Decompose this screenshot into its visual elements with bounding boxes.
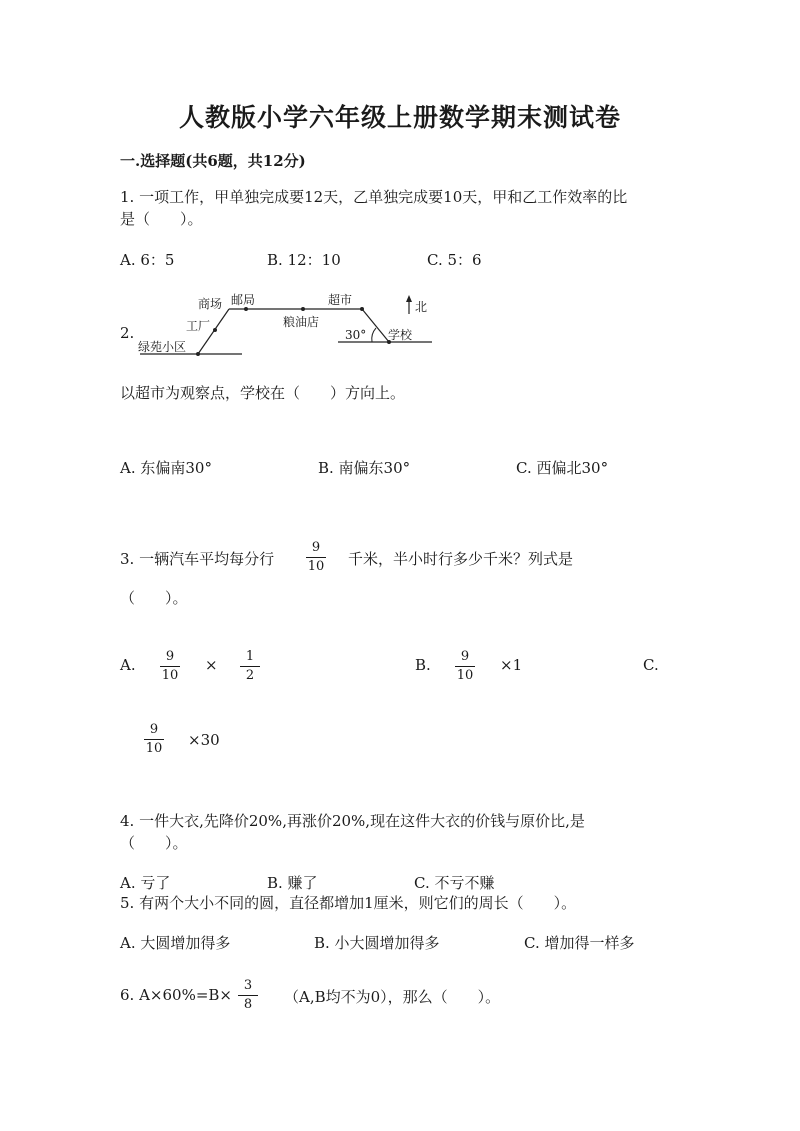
map-dot-post-office: [244, 307, 248, 311]
q5-option-b: B. 小大圆增加得多: [314, 934, 440, 952]
q4-line2: （ ）。: [120, 834, 188, 852]
q5-option-a: A. 大圆增加得多: [120, 934, 231, 952]
section-heading: 一.选择题(共6题，共12分): [120, 152, 306, 170]
fraction-bar: [306, 557, 326, 558]
q4-option-c: C. 不亏不赚: [414, 874, 495, 892]
q4-line1: 4. 一件大衣,先降价20%,再涨价20%,现在这件大衣的价钱与原价比,是: [120, 812, 585, 830]
map-label-angle: 30°: [345, 328, 367, 342]
q2-question: 以超市为观察点，学校在（ ）方向上。: [120, 384, 406, 402]
map-dot-supermarket: [360, 307, 364, 311]
q1-option-b: B. 12：10: [267, 251, 341, 269]
map-label-community: 绿苑小区: [138, 340, 187, 354]
frac-numerator: 9: [149, 722, 159, 737]
q1-option-c: C. 5：6: [427, 251, 482, 269]
q5-line1: 5. 有两个大小不同的圆，直径都增加1厘米，则它们的周长（ ）。: [120, 894, 577, 912]
q3-option-c-tail: ×30: [188, 731, 220, 749]
q6-suffix: （A,B均不为0），那么（ ）。: [284, 988, 501, 1006]
map-dot-community: [196, 352, 200, 356]
q3-option-c-label: C.: [643, 656, 659, 674]
q6-fraction: [238, 978, 258, 1013]
fraction-bar: [455, 666, 475, 667]
q2-option-b: B. 南偏东30°: [318, 459, 411, 477]
frac-numerator: 3: [243, 978, 253, 993]
frac-denominator: 10: [456, 668, 474, 683]
frac-numerator: 9: [460, 649, 470, 664]
frac-denominator: 8: [243, 997, 253, 1012]
map-label-grain-shop: 粮油店: [283, 315, 320, 329]
q3-option-a-label: A.: [120, 656, 136, 674]
fraction-bar: [238, 995, 258, 996]
q4-option-b: B. 赚了: [267, 874, 318, 892]
q6-prefix: 6. A×60%=B×: [120, 986, 232, 1004]
q1-option-a: A. 6：5: [120, 251, 175, 269]
q3-option-c-frac: [144, 722, 164, 757]
q3-option-b-frac: [455, 649, 475, 684]
q3-fraction: [306, 540, 326, 575]
map-dot-factory: [213, 328, 217, 332]
q2-option-a: A. 东偏南30°: [120, 459, 212, 477]
fraction-bar: [160, 666, 180, 667]
q3-prefix: 3. 一辆汽车平均每分行: [120, 550, 275, 568]
frac-numerator: 1: [245, 649, 255, 664]
q3-option-a-frac2: [240, 649, 260, 684]
frac-denominator: 2: [245, 668, 255, 683]
q2-map-diagram: [136, 292, 436, 358]
q3-option-b-tail: ×1: [500, 656, 523, 674]
map-angle-arc: [372, 328, 376, 342]
map-label-mall: 商场: [198, 297, 223, 311]
frac-numerator: 9: [165, 649, 175, 664]
q3-option-a-operator: ×: [205, 656, 218, 674]
map-label-post-office: 邮局: [231, 293, 256, 307]
q5-option-c: C. 增加得一样多: [524, 934, 635, 952]
fraction-bar: [240, 666, 260, 667]
q3-option-b-label: B.: [415, 656, 431, 674]
q1-line2: 是（ ）。: [120, 210, 203, 228]
q3-fraction-denominator: 10: [307, 559, 325, 574]
map-label-supermarket: 超市: [328, 293, 353, 307]
map-dot-grain-shop: [301, 307, 305, 311]
map-label-north: 北: [415, 300, 428, 314]
q2-number: 2.: [120, 324, 135, 342]
q3-suffix: 千米，半小时行多少千米？列式是: [348, 550, 574, 568]
q3-fraction-numerator: 9: [311, 540, 321, 555]
frac-denominator: 10: [145, 741, 163, 756]
frac-denominator: 10: [161, 668, 179, 683]
page-title: 人教版小学六年级上册数学期末测试卷: [178, 103, 621, 132]
q2-option-c: C. 西偏北30°: [516, 459, 609, 477]
north-arrow-icon: [406, 295, 412, 302]
q3-line2: （ ）。: [120, 589, 188, 607]
map-label-factory: 工厂: [186, 319, 211, 333]
q3-option-a-frac1: [160, 649, 180, 684]
fraction-bar: [144, 739, 164, 740]
q1-line1: 1. 一项工作，甲单独完成要12天，乙单独完成要10天，甲和乙工作效率的比: [120, 188, 628, 206]
map-label-school: 学校: [388, 328, 413, 342]
q4-option-a: A. 亏了: [120, 874, 171, 892]
